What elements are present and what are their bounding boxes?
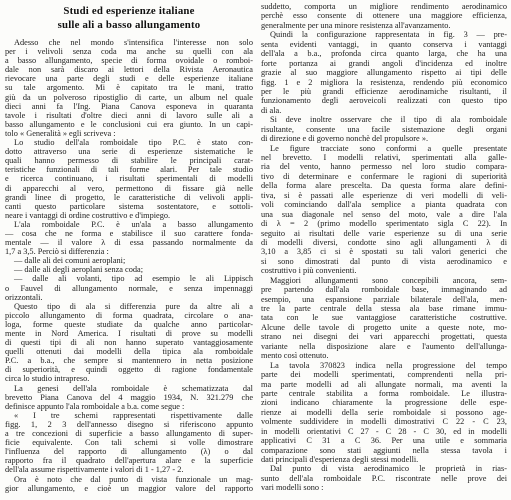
paragraph bbox=[5, 302, 253, 384]
text-line: Questo tipo di ala si differenzia pure da altre ali a bbox=[14, 301, 253, 311]
paragraph bbox=[5, 256, 253, 265]
text-line: Ora è noto che dal punto di vista funzionale un mag- bbox=[14, 474, 253, 484]
text-line: senta evidenti vantaggi, in quanto conserva i vantaggi bbox=[261, 39, 507, 49]
text-line: canti questo particolare sistema sostentatore, e sottoli- bbox=[5, 201, 253, 211]
article-title-line: sulle ali a basso allungamento bbox=[57, 18, 201, 31]
text-line: per le più grandi efficienze aerodinamiche risultanti, il bbox=[261, 86, 507, 96]
text-line: — cosa che ne forma e stabilisce il suo carattere fonda- bbox=[5, 228, 253, 238]
text-line: a basso allungamento, specie di forma ovoidale o romboi- bbox=[5, 56, 253, 66]
text-line: gior allungamento, e cioè un maggior valore del rapporto bbox=[5, 483, 253, 493]
text-line: strano nei disegni dei vari apparecchi progettati, questa bbox=[261, 332, 507, 342]
text-line: tata con le sue vantaggiose caratteristiche costruttive. bbox=[261, 313, 507, 323]
text-line: ma parte modelli ad ali allungate normali, ma aventi la bbox=[261, 379, 507, 389]
paragraph bbox=[5, 475, 253, 493]
paragraph bbox=[5, 265, 253, 274]
text-line: brevetto Piana Canova del 4 maggio 1934, N. 321.279 che bbox=[5, 392, 253, 402]
paragraph bbox=[261, 361, 507, 465]
text-line: ficie equivalente. Con tali schemi si volle dimostrare bbox=[5, 438, 253, 448]
text-line: dell'ala assume rispettivamente i valori di 1 - 1,27 - 2. bbox=[5, 465, 184, 475]
text-line: grazie al suo maggiore allungamento rispetto ai tipi delle bbox=[261, 68, 507, 78]
text-line: di modelli diversi, condotte sino agli allungamenti λ di bbox=[261, 237, 507, 247]
text-line: parte centrale stabilita a forma romboidale. Le illustra- bbox=[261, 388, 507, 398]
text-line: rienze ai modelli della serie romboidale si possono age- bbox=[261, 407, 507, 417]
text-line: tre la parte centrale della stessa ala base rimane immu- bbox=[261, 304, 507, 313]
text-line: mentale — il valore λ di essa passando normalmente da bbox=[5, 238, 253, 248]
text-line: orizzontali. bbox=[5, 292, 43, 302]
text-line: dell'ala a b.a., profonda circa quanto larga, che ha una bbox=[261, 49, 507, 59]
text-line: figg. 1, 2 3 dell'annesso disegno si riferiscono appunto bbox=[5, 419, 253, 429]
text-line: 3,10 a 3,85 ci si è spostati su tali valori generici che bbox=[261, 247, 507, 257]
text-line: nel brevetto. I modelli relativi, sperimentati alla galle- bbox=[261, 153, 507, 162]
text-line: grandi linee di progetto, le caratteristiche di velivoli appli- bbox=[5, 192, 253, 202]
text-line: di superiorità, e quindi oggetto di ragione fondamentale bbox=[5, 365, 253, 375]
right-text-column bbox=[261, 2, 507, 498]
text-line: mente in Nord America. I risultati di prove su modelli bbox=[5, 329, 253, 338]
text-line: dati principali d'esperienza degli stessi modelli. bbox=[261, 455, 419, 464]
text-line: Le figure tracciate sono conformi a quelle presentate bbox=[270, 143, 507, 153]
paragraph bbox=[5, 138, 253, 220]
text-line: Adesso che nel mondo s'intensifica l'interesse non solo bbox=[14, 38, 253, 47]
text-line: di direzione e di governo nonchè del propulsore ». bbox=[261, 134, 429, 144]
text-line: zioni indicano chiaramente la progressione delle espe- bbox=[261, 398, 507, 408]
text-line: piccolo allungamento di forma quadrata, circolare o ana- bbox=[5, 310, 253, 320]
text-line: seguito ai risultati delle varie esperienze su di una serie bbox=[261, 228, 507, 238]
text-line: l'influenza del rapporto di allungamento (λ) o dal bbox=[5, 447, 253, 457]
text-line: comparazione sono stati aggiunti nella stessa tavola i bbox=[261, 445, 507, 455]
text-line: tolo « Generalità » egli scriveva : bbox=[5, 128, 116, 138]
paragraph bbox=[5, 274, 253, 301]
text-line: parte dei modelli sperimentati, comprendenti nella pri- bbox=[261, 370, 507, 380]
text-line: voli cominciando dall'ala semplice a pianta quadrata con bbox=[261, 200, 507, 210]
text-line: di ala. bbox=[261, 105, 282, 115]
text-line: definisce appunto l'ala romboidale a b.a. come segue : bbox=[5, 401, 185, 411]
text-line: Si deve inoltre osservare che il tipo di ala romboidale bbox=[270, 115, 507, 125]
text-line: si sono dimostrati dal punto di vista aerodinamico e bbox=[261, 256, 507, 266]
text-line: — dalle ali dei comuni aeroplani; bbox=[14, 256, 126, 266]
text-line: vari modelli sono : bbox=[261, 483, 324, 493]
text-line: una sua diagonale nel senso del moto, vale a dire l'ala bbox=[261, 209, 507, 219]
text-line: mento così ottenuto. bbox=[261, 351, 329, 361]
paragraph bbox=[261, 276, 507, 361]
text-line: quali hanno permesso di stabilire le principali carat- bbox=[5, 156, 253, 166]
text-line: « I tre schemi rappresentati rispettivamente dalle bbox=[14, 410, 253, 420]
paragraph bbox=[261, 144, 507, 276]
text-line: Alcune delle tavole di progetto unite a queste note, mo- bbox=[261, 322, 507, 332]
text-line: pre partendo dall'ala romboidale base, immaginando ad bbox=[261, 285, 507, 295]
text-line: Lo studio dell'ala romboidale tipo P.C. è stato con- bbox=[14, 138, 253, 148]
text-line: teristiche funzionali di tali forme alari. Per tale studio bbox=[5, 165, 253, 175]
text-line: Dal punto di vista aerodinamico le proprietà in rias- bbox=[270, 464, 507, 474]
text-line: esempio, una espansione parziale bilaterale dell'ala, men- bbox=[261, 294, 507, 304]
text-line: su tale argomento. Mi è capitato tra le mani, tratto bbox=[5, 83, 253, 93]
paragraph bbox=[5, 220, 253, 256]
text-line: e ricerca continuano, i risultati sperimentali di modelli bbox=[5, 174, 253, 184]
article-title-line: Studi ed esperienze italiane bbox=[63, 5, 195, 17]
text-line: di apparecchi al vero, permettono di fissare già nelle bbox=[5, 183, 253, 193]
text-line: o Fauvel di allungamento normale, e senza impennaggi bbox=[5, 283, 253, 293]
text-line: dieci anni fa l'Ing. Piana Canova esponeva in quaranta bbox=[5, 101, 253, 111]
text-line: 1,7 a 3,5. Perciò si differenzia : bbox=[5, 247, 109, 257]
text-line: della forma alare prescelta. Da questa forma alare defini- bbox=[261, 181, 507, 191]
text-line: La tavola 370823 indica nella progressione del tempo bbox=[270, 360, 507, 370]
text-line: rievocare una parte degli studi e delle esperienze italiane bbox=[5, 74, 253, 84]
text-line: tavole i risultati d'oltre dieci anni di lavoro sulle ali a bbox=[5, 110, 253, 120]
text-line: Quindi la configurazione rappresentata in fig. 3 — pre- bbox=[270, 30, 507, 40]
text-line: perchè esso consente di ottenere una maggiore efficienza, bbox=[261, 11, 507, 21]
text-line: volmente suddividere in modelli dimostrativi C 22 - C 23, bbox=[261, 417, 507, 427]
text-line: ria del vento, hanno permesso nel loro studio compara- bbox=[261, 162, 507, 172]
text-line: quelli ottenuti dai modelli della tipica ala romboidale bbox=[5, 347, 253, 357]
text-line: loga, forme queste studiate da qualche anno particolar- bbox=[5, 319, 253, 329]
text-line: di λ = 2 (primo modello sperimentato sigla C 22). In bbox=[261, 219, 507, 229]
text-line: generalmente per una minore resistenza all'avanzamento. bbox=[261, 20, 451, 30]
left-text-column bbox=[5, 38, 253, 498]
paragraph bbox=[5, 411, 253, 475]
text-line: applicativi C 31 a C 36. Per una utile e sommaria bbox=[261, 436, 507, 446]
text-line: giù da un polveroso ripostiglio di carte, un album nel quale bbox=[5, 92, 253, 102]
text-line: figg. 1 e 2 migliora la resistenza, rendendo più economico bbox=[261, 77, 507, 87]
text-line: La genesi dell'ala romboidale è schematizzata dal bbox=[14, 383, 253, 393]
text-line: per i velivoli senza coda ma anche su quelli con ala bbox=[5, 47, 253, 57]
text-line: costruttivo i più convenienti. bbox=[261, 266, 357, 276]
text-line: Maggiori allungamenti sono concepibili ancora, sem- bbox=[270, 275, 507, 285]
paragraph bbox=[5, 384, 253, 411]
paragraph bbox=[261, 2, 507, 30]
text-line: dale non sarà discaro ai lettori della Rivista Aeronautica bbox=[5, 65, 253, 75]
text-line: forte portanza ai grandi angoli d'incidenza ed inoltre bbox=[261, 58, 507, 68]
text-line: neare i vantaggi di ordine costruttivo e d'impiego. bbox=[5, 210, 171, 220]
text-line: circa lo studio intrapreso. bbox=[5, 374, 90, 384]
article-title bbox=[5, 5, 253, 32]
text-line: — dalle ali volanti, tipo ad esempio le ali Lippisch bbox=[14, 274, 253, 284]
text-line: — dalle ali degli aeroplani senza coda; bbox=[14, 265, 144, 275]
text-line: funzionamento degli aeroveicoli realizzati con questo tipo bbox=[261, 96, 507, 106]
text-line: variante nella disposizione alare e l'aumento dell'allunga- bbox=[261, 341, 507, 351]
text-line: a tre concezioni di superficie a basso allungamento di super- bbox=[5, 429, 253, 439]
text-line: tiva, si è passati alle esperienze di veri modelli di veli- bbox=[261, 190, 507, 200]
paragraph bbox=[261, 464, 507, 492]
text-line: in modelli orientativi C 27 - C 28 - C 30, ed in modelli bbox=[261, 426, 507, 436]
paragraph bbox=[261, 30, 507, 115]
text-line: dotto attraverso una serie di esperienze sistematiche le bbox=[5, 147, 253, 157]
text-line: rapporto fra il quadrato dell'apertura alare e la superficie bbox=[5, 456, 253, 466]
text-line: di questi tipi di ali non hanno superato vantaggiosamente bbox=[5, 338, 253, 348]
text-line: P.C. a b.a., che sempre si mantennero in netta posizione bbox=[5, 356, 253, 366]
paragraph bbox=[261, 115, 507, 143]
text-line: basso allungamento e le conclusioni cui era giunto. In un capi- bbox=[5, 119, 253, 129]
text-line: risultante, consente una facile sistemazione degli organi bbox=[261, 124, 507, 134]
text-line: sunto dell'ala romboidale P.C. riscontrate nelle prove dei bbox=[261, 473, 507, 483]
text-line: tivo di determinare e confermare le ragioni di superiorità bbox=[261, 171, 507, 181]
paragraph bbox=[5, 38, 253, 138]
text-line: L'ala romboidale P.C. è un'ala a basso allungamento bbox=[14, 219, 253, 229]
text-line: suddetto, comporta un migliore rendimento aerodinamico bbox=[261, 2, 507, 11]
